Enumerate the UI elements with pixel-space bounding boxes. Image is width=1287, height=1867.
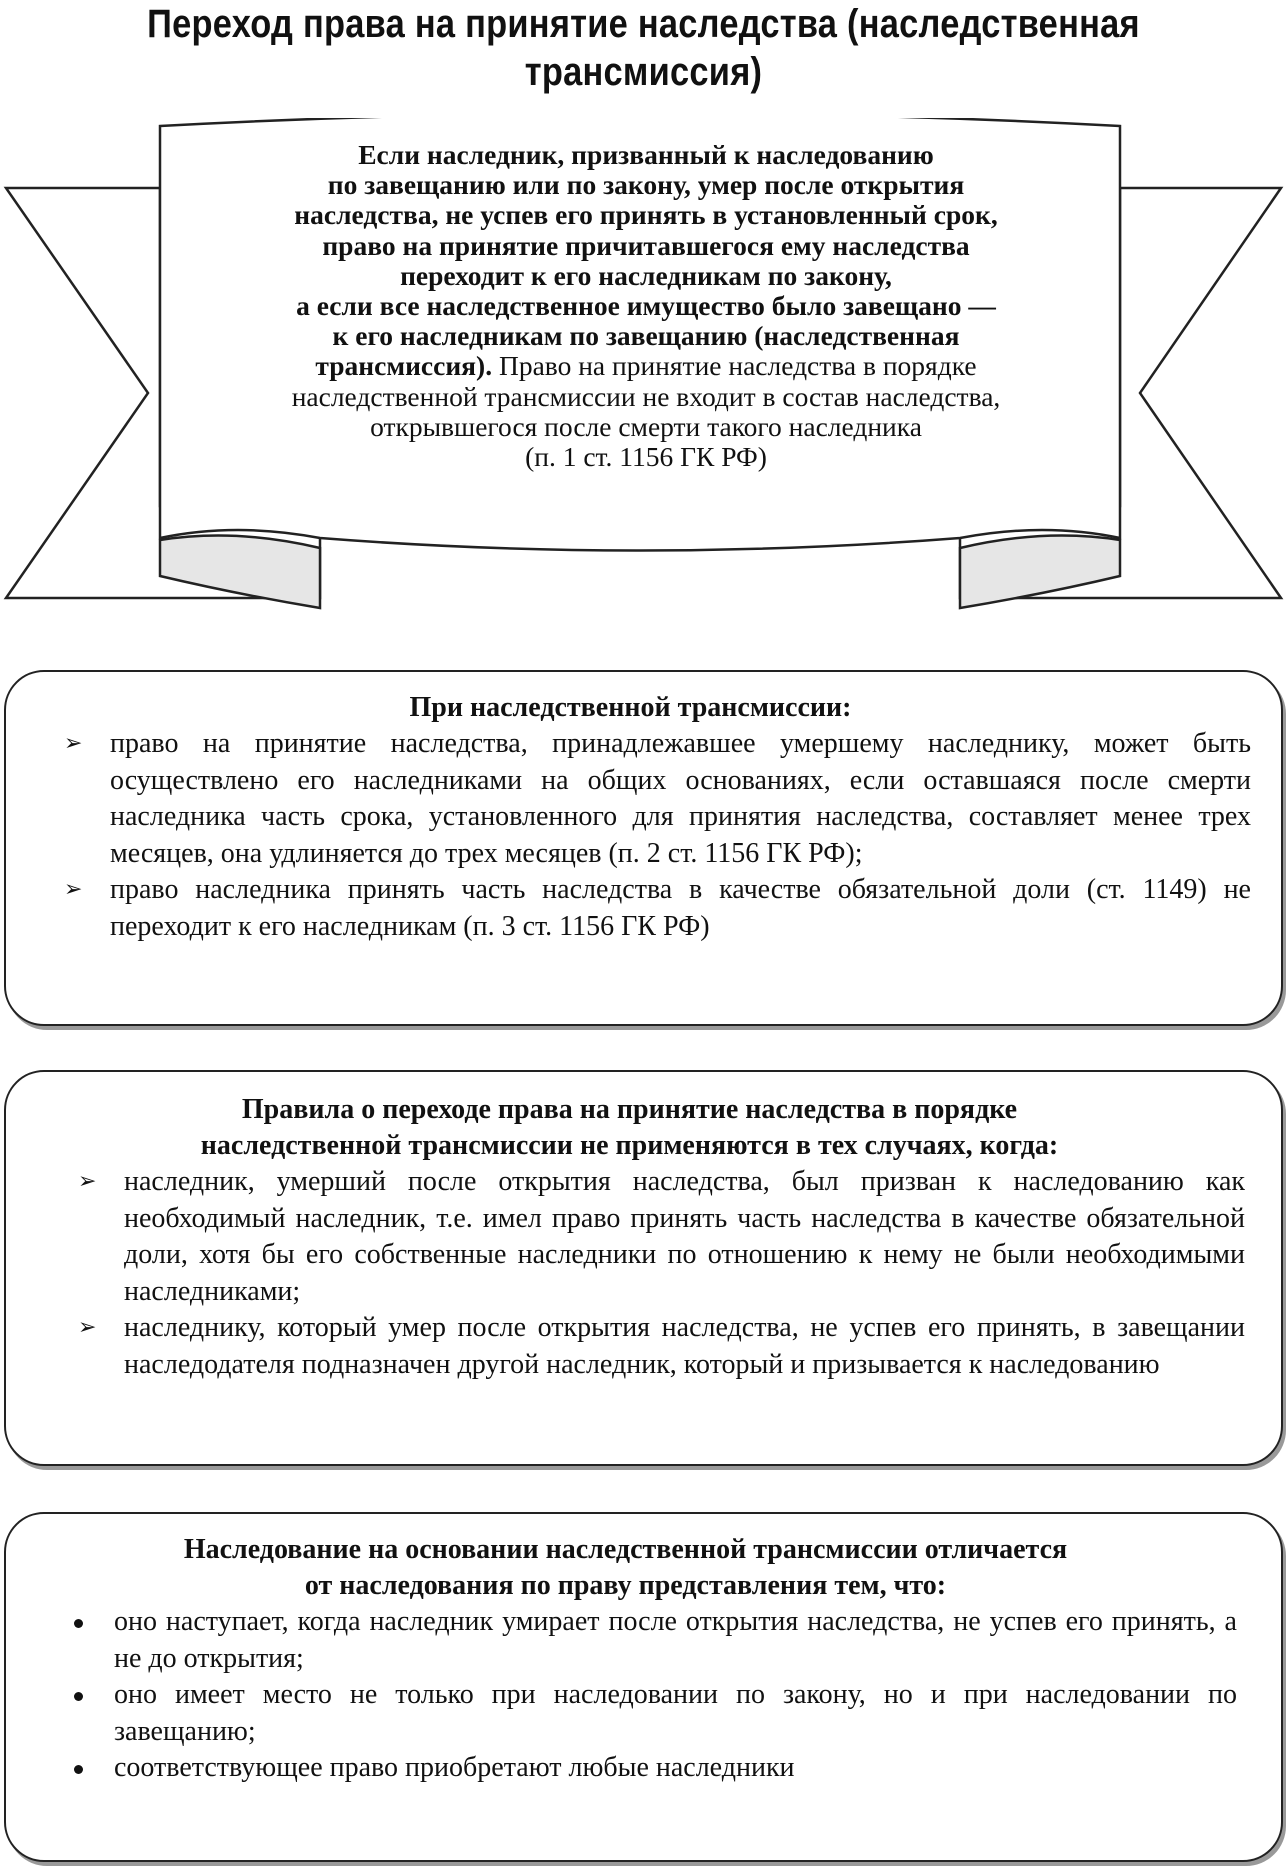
- banner-line: а если все наследственное имущество было завещано —: [296, 290, 996, 322]
- banner-citation: (п. 1 ст. 1156 ГК РФ): [525, 441, 767, 473]
- list-item-text: наследнику, который умер после открытия наследства, не успев его принять, в завещании наследодателя подназначен другой наследник, который и призывается к наследованию: [124, 1312, 1245, 1380]
- list-item: [64, 726, 1251, 872]
- banner-normal-head: Право на принятие наследства в порядке: [492, 350, 977, 382]
- list-item: [78, 1310, 1245, 1383]
- list-item: [78, 1164, 1245, 1310]
- card-list: [64, 726, 1251, 945]
- banner-mixed-line: [168, 351, 1124, 381]
- banner-line: по завещанию или по закону, умер после открытия: [327, 169, 965, 201]
- list-item: [64, 872, 1251, 945]
- arrow-bullet-icon: ➢: [78, 1315, 97, 1340]
- bullet-dot-icon: [74, 1619, 83, 1628]
- card-heading: При наследственной трансмиссии:: [409, 692, 852, 723]
- banner-line: переходит к его наследникам по закону,: [400, 259, 892, 291]
- list-item: [114, 1604, 1237, 1677]
- banner-line: к его наследникам по завещанию (наследственная: [332, 320, 960, 352]
- arrow-bullet-icon: ➢: [64, 877, 83, 902]
- banner-text: [168, 140, 1124, 472]
- card-heading-line-2: от наследования по праву представления тем, что:: [304, 1570, 947, 1601]
- card-heading-line-2: наследственной трансмиссии не применяются в тех случаях, когда:: [200, 1130, 1059, 1161]
- bullet-dot-icon: [74, 1692, 83, 1701]
- list-item-text: наследник, умерший после открытия наследства, был призван к наследованию как необходимый наследник, т.е. имел право принять часть наследства в качестве обязательной доли, хотя бы его собственные наследники по отношению к нему не были необходимыми наследниками;: [124, 1166, 1245, 1307]
- list-item-text: соответствующее право приобретают любые наследники: [114, 1752, 795, 1783]
- list-item-text: оно имеет место не только при наследовании по закону, но и при наследовании по завещанию;: [114, 1679, 1237, 1747]
- card-heading-line-1: Наследование на основании наследственной трансмиссии отличается: [183, 1534, 1068, 1565]
- card-heading: [14, 1092, 1245, 1164]
- title-line-2: трансмиссия): [524, 50, 763, 94]
- list-item-text: право на принятие наследства, принадлежавшее умершему наследнику, может быть осуществлено его наследниками на общих основаниях, если оставшаяся после смерти наследника часть срока, установленного для принятия наследства, составляет менее трех месяцев, она удлиняется до трех месяцев (п. 2 ст. 1156 ГК РФ);: [110, 728, 1251, 869]
- title-line-1: Переход права на принятие наследства (наследственная: [147, 2, 1140, 46]
- list-item-text: право наследника принять часть наследства в качестве обязательной доли (ст. 1149) не переходит к его наследникам (п. 3 ст. 1156 ГК РФ): [110, 874, 1251, 942]
- banner-line: наследства, не успев его принять в установленный срок,: [294, 199, 998, 231]
- card-list: [78, 1164, 1245, 1383]
- list-item-text: оно наступает, когда наследник умирает после открытия наследства, не успев его принять, а не до открытия;: [114, 1606, 1237, 1674]
- banner-line: наследственной трансмиссии не входит в состав наследства,: [291, 380, 1001, 412]
- bullet-dot-icon: [74, 1765, 83, 1774]
- banner-bold-tail: трансмиссия).: [315, 350, 493, 382]
- list-item: [114, 1677, 1237, 1750]
- arrow-bullet-icon: ➢: [78, 1169, 97, 1194]
- banner-line: Если наследник, призванный к наследованию: [358, 139, 934, 170]
- card-list: [114, 1604, 1237, 1787]
- card-differences: [4, 1512, 1283, 1862]
- card-heading-line-1: Правила о переходе права на принятие наследства в порядке: [241, 1094, 1018, 1125]
- arrow-bullet-icon: ➢: [64, 731, 83, 756]
- list-item: [114, 1750, 1237, 1787]
- card-transmission-rules: [4, 670, 1283, 1026]
- banner-line: право на принятие причитавшегося ему наследства: [322, 229, 970, 261]
- banner-line: открывшегося после смерти такого наследника: [370, 410, 922, 442]
- page-title: [90, 0, 1197, 96]
- card-exceptions: [4, 1070, 1283, 1466]
- card-heading: [14, 1532, 1237, 1604]
